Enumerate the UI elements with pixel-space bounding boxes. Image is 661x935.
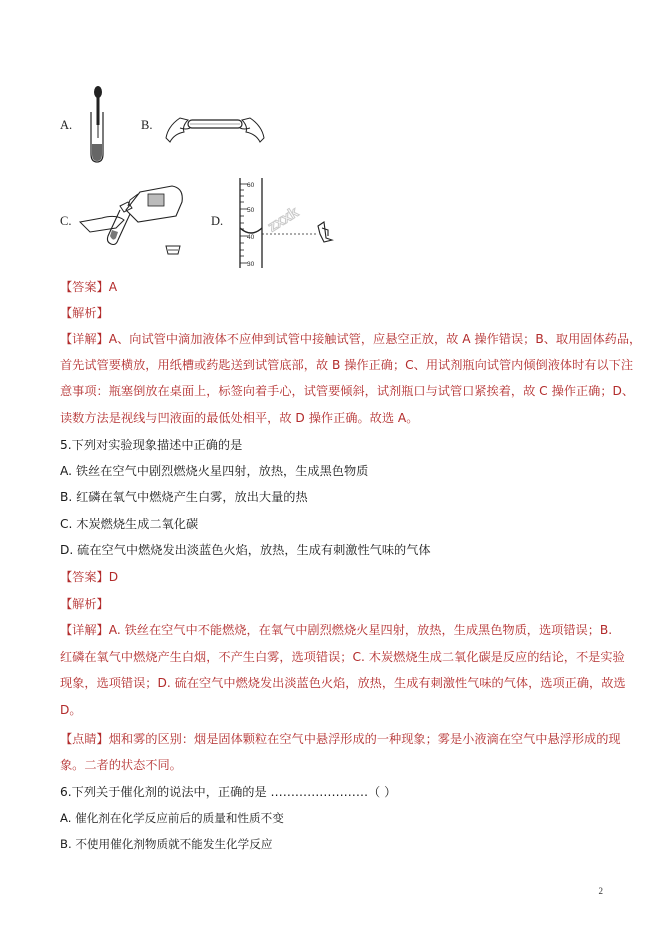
tick-label: 60	[247, 182, 255, 189]
q4-detail-line: 意事项：瓶塞倒放在桌面上，标签向着手心，试管要倾斜，试剂瓶口与试管口紧挨着，故 C 操作正确；D、	[60, 384, 635, 398]
q5-detail-line: 【详解】A. 铁丝在空气中不能燃烧，在氧气中剧烈燃烧火星四射，放热，生成黑色物质，选项错误；B.	[60, 623, 613, 637]
q5-option-c: C. 木炭燃烧生成二氧化碳	[60, 517, 199, 531]
q4-detail-line: 首先试管要横放，用纸槽或药匙送到试管底部，故 B 操作正确；C、用试剂瓶向试管内倾倒液体时有以下注	[60, 358, 634, 372]
q4-detail-line: 读数方法是视线与凹液面的最低处相平，故 D 操作正确。故选 A。	[60, 411, 419, 425]
option-b-label: B.	[141, 118, 153, 132]
q6-option-a: A. 催化剂在化学反应前后的质量和性质不变	[60, 811, 284, 825]
page-number: 2	[598, 886, 603, 896]
q5-option-a: A. 铁丝在空气中剧烈燃烧火星四射，放热，生成黑色物质	[60, 464, 369, 478]
q5-answer: 【答案】D	[60, 570, 119, 584]
option-d-label: D.	[211, 214, 224, 228]
watermark-text: zxxk	[264, 203, 302, 236]
q5-detail-line: 红磷在氧气中燃烧产生白烟，不产生白雾，选项错误；C. 木炭燃烧生成二氧化碳是反应的结论，不是实验	[60, 650, 625, 664]
pouring-figure	[80, 180, 190, 260]
tick-label: 40	[247, 234, 255, 241]
q4-detail-line: 【详解】A、向试管中滴加液体不应伸到试管中接触试管，应悬空正放，故 A 操作错误；B、取用固体药品，	[60, 332, 642, 346]
q4-answer: 【答案】A	[60, 280, 118, 294]
tube-hands-figure	[158, 108, 273, 148]
q5-tip-line: 象。二者的状态不同。	[60, 758, 182, 772]
cylinder-reading-figure	[232, 176, 352, 271]
q6-option-b: B. 不使用催化剂物质就不能发生化学反应	[60, 837, 273, 851]
tick-label: 30	[247, 261, 255, 268]
q5-detail-line: D。	[60, 703, 82, 717]
tick-label: 50	[247, 207, 255, 214]
q5-tip-line: 【点睛】烟和雾的区别：烟是固体颗粒在空气中悬浮形成的一种现象；雾是小液滴在空气中悬浮形成的现	[60, 732, 621, 746]
dropper-tube-figure	[86, 84, 116, 164]
q5-detail-line: 现象，选项错误；D. 硫在空气中燃烧发出淡蓝色火焰，放热，生成有刺激性气味的气体，选项正确，故选	[60, 676, 626, 690]
q5-analysis-heading: 【解析】	[60, 597, 109, 611]
option-c-label: C.	[60, 214, 72, 228]
q6-question: 6.下列关于催化剂的说法中，正确的是 ……………………（ ）	[60, 785, 397, 799]
q5-option-d: D. 硫在空气中燃烧发出淡蓝色火焰，放热，生成有刺激性气味的气体	[60, 543, 431, 557]
q5-question: 5.下列对实验现象描述中正确的是	[60, 438, 243, 452]
option-a-label: A.	[60, 118, 73, 132]
q5-option-b: B. 红磷在氧气中燃烧产生白雾，放出大量的热	[60, 490, 308, 504]
q4-analysis-heading: 【解析】	[60, 306, 109, 320]
